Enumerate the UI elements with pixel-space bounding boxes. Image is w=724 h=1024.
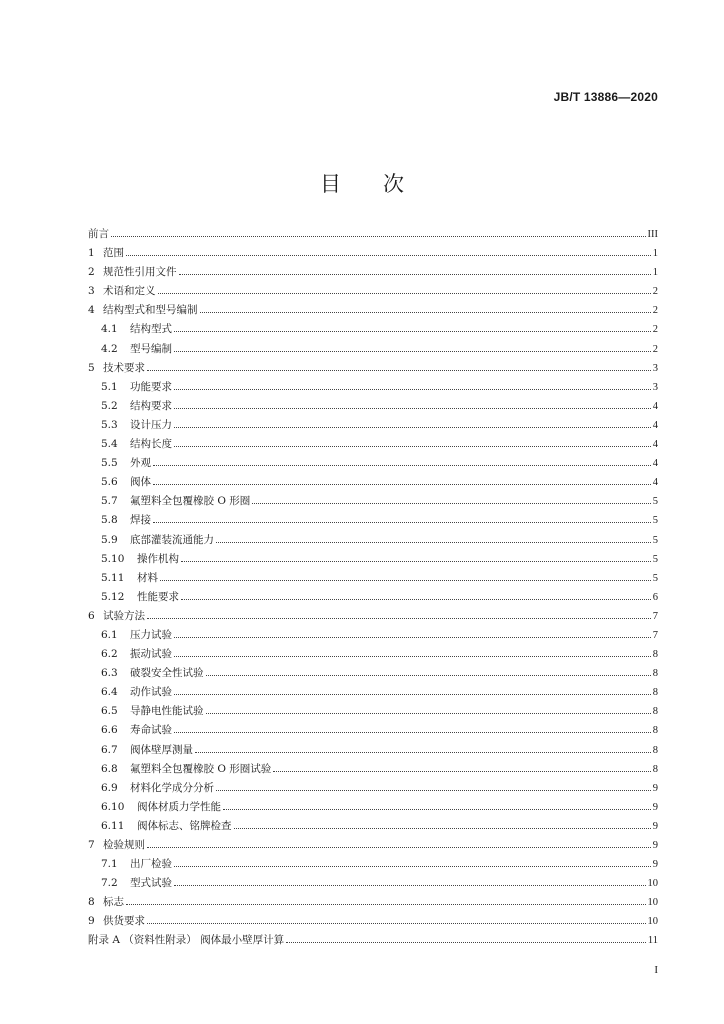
toc-dot-leader — [223, 809, 651, 810]
toc-entry-page: 2 — [652, 286, 658, 298]
toc-entry-number: 6.3 — [101, 667, 118, 680]
toc-entry-page: 10 — [647, 916, 658, 928]
toc-entry-label: 阀体材质力学性能 — [137, 800, 221, 813]
toc-entry-label: 出厂检验 — [130, 858, 172, 871]
toc-entry-label: 结构要求 — [130, 399, 172, 412]
toc-entry[interactable] — [88, 837, 658, 856]
toc-dot-leader — [181, 599, 651, 600]
toc-entry-label: 设计压力 — [130, 418, 172, 431]
toc-entry[interactable] — [88, 742, 658, 761]
toc-entry-number: 5.4 — [101, 438, 118, 451]
toc-entry-page: 9 — [652, 840, 658, 851]
toc-entry-number: 6.8 — [101, 762, 118, 775]
toc-entry-page: 5 — [652, 515, 658, 527]
toc-entry-page: 2 — [652, 343, 658, 355]
toc-entry[interactable] — [88, 398, 658, 417]
toc-entry-page: 2 — [652, 305, 658, 317]
toc-entry-page: 11 — [647, 935, 658, 947]
toc-dot-leader — [206, 713, 651, 714]
toc-dot-leader — [174, 427, 651, 428]
toc-entry-label: 附录 A （资料性附录） 阀体最小壁厚计算 — [88, 934, 285, 947]
toc-dot-leader — [174, 694, 651, 695]
toc-entry-label: 结构型式 — [130, 323, 172, 336]
toc-entry-number: 5.12 — [101, 590, 125, 603]
toc-dot-leader — [158, 293, 651, 294]
toc-entry-number: 8 — [88, 896, 95, 909]
toc-dot-leader — [273, 771, 650, 772]
toc-dot-leader — [252, 503, 650, 504]
toc-entry[interactable] — [88, 780, 658, 799]
toc-entry-label: 标志 — [103, 896, 124, 909]
toc-dot-leader — [174, 732, 651, 733]
toc-entry-page: 8 — [652, 706, 658, 718]
toc-entry[interactable] — [88, 665, 658, 684]
toc-entry-page: 1 — [652, 248, 658, 260]
toc-entry[interactable] — [88, 245, 658, 264]
toc-entry-label: 型式试验 — [130, 877, 172, 890]
toc-entry[interactable] — [88, 799, 658, 818]
toc-dot-leader — [286, 942, 646, 943]
toc-dot-leader — [174, 866, 651, 867]
toc-entry-page: 8 — [652, 649, 658, 661]
toc-entry[interactable] — [88, 302, 658, 321]
toc-entry-number: 3 — [88, 285, 95, 298]
toc-entry-number: 5.8 — [101, 514, 118, 527]
toc-entry-number: 7 — [88, 839, 95, 851]
toc-entry-page: 4 — [652, 439, 658, 451]
toc-entry-number: 6 — [88, 609, 95, 622]
toc-entry-page: 6 — [652, 591, 658, 603]
table-of-contents — [88, 226, 658, 952]
toc-entry-label: 试验方法 — [103, 609, 145, 622]
toc-dot-leader — [126, 255, 651, 256]
toc-entry[interactable] — [88, 283, 658, 302]
toc-dot-leader — [160, 580, 651, 581]
toc-entry-number: 5.1 — [101, 380, 118, 393]
toc-entry-number: 6.10 — [101, 800, 125, 813]
toc-dot-leader — [174, 885, 646, 886]
toc-entry-page: 5 — [652, 496, 658, 508]
toc-entry-label: 技术要求 — [103, 361, 145, 374]
toc-entry-label: 型号编制 — [130, 342, 172, 355]
toc-entry-label: 阀体 — [130, 476, 151, 489]
toc-entry-number: 5.6 — [101, 476, 118, 489]
toc-entry[interactable] — [88, 551, 658, 570]
toc-entry[interactable] — [88, 532, 658, 551]
toc-entry-number: 6.9 — [101, 781, 118, 794]
toc-entry[interactable] — [88, 360, 658, 379]
toc-entry-label: 底部灌装流通能力 — [130, 533, 214, 546]
toc-entry-page: 9 — [652, 820, 658, 832]
toc-entry-page: 4 — [652, 477, 658, 489]
toc-entry[interactable] — [88, 321, 658, 340]
toc-entry[interactable] — [88, 703, 658, 722]
toc-entry[interactable] — [88, 379, 658, 398]
toc-entry-number: 5.10 — [101, 552, 125, 565]
toc-entry[interactable] — [88, 856, 658, 875]
toc-entry-page: III — [647, 229, 658, 240]
toc-entry-page: 8 — [652, 725, 658, 737]
toc-entry[interactable] — [88, 722, 658, 741]
toc-entry-number: 5.11 — [101, 571, 125, 584]
toc-entry-page: 3 — [652, 381, 658, 393]
toc-dot-leader — [147, 618, 651, 619]
toc-dot-leader — [200, 312, 651, 313]
toc-entry-label: 动作试验 — [130, 686, 172, 699]
toc-entry-number: 6.11 — [101, 819, 125, 832]
toc-entry-page: 10 — [647, 897, 658, 909]
toc-dot-leader — [181, 561, 651, 562]
toc-entry[interactable] — [88, 894, 658, 913]
toc-entry-page: 8 — [652, 763, 658, 775]
toc-entry-label: 材料 — [137, 571, 158, 584]
toc-dot-leader — [216, 790, 651, 791]
toc-entry[interactable] — [88, 512, 658, 531]
toc-entry-page: 7 — [652, 610, 658, 622]
toc-entry-page: 5 — [652, 572, 658, 584]
toc-entry[interactable] — [88, 608, 658, 627]
toc-dot-leader — [147, 923, 646, 924]
toc-entry-page: 4 — [652, 400, 658, 412]
toc-entry[interactable] — [88, 761, 658, 780]
toc-dot-leader — [234, 828, 651, 829]
toc-entry-number: 6.1 — [101, 628, 118, 641]
toc-entry-label: 阀体壁厚测量 — [130, 743, 193, 756]
toc-entry[interactable] — [88, 627, 658, 646]
toc-entry-page: 8 — [652, 744, 658, 756]
toc-entry[interactable] — [88, 570, 658, 589]
toc-entry[interactable] — [88, 932, 658, 951]
toc-entry-number: 4.2 — [101, 342, 118, 355]
toc-dot-leader — [174, 446, 651, 447]
toc-entry-number: 5.7 — [101, 495, 118, 508]
toc-entry[interactable] — [88, 818, 658, 837]
toc-entry[interactable] — [88, 341, 658, 360]
toc-dot-leader — [174, 389, 651, 390]
toc-entry-number: 7.1 — [101, 858, 118, 871]
toc-entry-page: 10 — [647, 878, 658, 890]
toc-dot-leader — [126, 904, 646, 905]
toc-entry-label: 功能要求 — [130, 380, 172, 393]
toc-entry[interactable] — [88, 264, 658, 283]
toc-entry-label: 供货要求 — [103, 915, 145, 928]
toc-entry[interactable] — [88, 417, 658, 436]
toc-entry-label: 结构长度 — [130, 438, 172, 451]
toc-entry[interactable] — [88, 474, 658, 493]
toc-entry[interactable] — [88, 913, 658, 932]
toc-entry-label: 检验规则 — [103, 839, 145, 851]
toc-entry-page: 8 — [652, 687, 658, 699]
toc-entry-label: 术语和定义 — [103, 285, 156, 298]
toc-entry-page: 7 — [652, 629, 658, 641]
toc-entry-number: 4 — [88, 304, 95, 317]
toc-entry-page: 2 — [652, 324, 658, 336]
toc-entry-number: 7.2 — [101, 877, 118, 890]
toc-dot-leader — [179, 274, 651, 275]
toc-entry-label: 导静电性能试验 — [130, 705, 204, 718]
toc-dot-leader — [174, 408, 651, 409]
toc-dot-leader — [174, 656, 651, 657]
toc-entry-number: 5.9 — [101, 533, 118, 546]
toc-dot-leader — [111, 236, 646, 237]
toc-entry-label: 破裂安全性试验 — [130, 667, 204, 680]
toc-entry[interactable] — [88, 493, 658, 512]
toc-entry[interactable] — [88, 589, 658, 608]
toc-entry-label: 操作机构 — [137, 552, 179, 565]
toc-entry[interactable] — [88, 875, 658, 894]
toc-entry-label: 焊接 — [130, 514, 151, 527]
toc-entry-number: 1 — [88, 247, 95, 260]
toc-entry-page: 3 — [652, 362, 658, 374]
toc-entry[interactable] — [88, 226, 658, 245]
toc-dot-leader — [153, 522, 651, 523]
toc-entry-page: 8 — [652, 668, 658, 680]
toc-entry-number: 9 — [88, 915, 95, 928]
toc-dot-leader — [153, 484, 651, 485]
toc-entry-label: 结构型式和型号编制 — [103, 304, 198, 317]
toc-dot-leader — [195, 752, 651, 753]
toc-entry-page: 9 — [652, 859, 658, 871]
toc-entry-number: 2 — [88, 266, 95, 279]
toc-entry-number: 6.4 — [101, 686, 118, 699]
toc-dot-leader — [206, 675, 651, 676]
toc-entry-page: 9 — [652, 782, 658, 794]
toc-entry-label: 性能要求 — [137, 590, 179, 603]
page-folio: I — [654, 964, 658, 976]
toc-entry-number: 6.6 — [101, 724, 118, 737]
toc-entry-label: 材料化学成分分析 — [130, 781, 214, 794]
toc-dot-leader — [174, 637, 651, 638]
toc-entry-number: 5.2 — [101, 399, 118, 412]
toc-entry-label: 振动试验 — [130, 648, 172, 661]
toc-entry-number: 6.2 — [101, 648, 118, 661]
toc-entry-number: 6.7 — [101, 743, 118, 756]
toc-entry-number: 6.5 — [101, 705, 118, 718]
toc-entry-label: 氟塑料全包覆橡胶 O 形圈试验 — [130, 762, 272, 775]
toc-entry-page: 5 — [652, 553, 658, 565]
toc-entry-label: 寿命试验 — [130, 724, 172, 737]
toc-entry[interactable] — [88, 455, 658, 474]
toc-entry-number: 4.1 — [101, 323, 118, 336]
toc-entry-number: 5.3 — [101, 418, 118, 431]
page-title: 目 次 — [320, 172, 404, 196]
toc-dot-leader — [147, 370, 651, 371]
toc-entry-label: 范围 — [103, 247, 124, 260]
toc-entry-label: 外观 — [130, 457, 151, 470]
toc-entry-page: 9 — [652, 801, 658, 813]
toc-dot-leader — [153, 465, 651, 466]
toc-dot-leader — [174, 331, 651, 332]
toc-dot-leader — [147, 847, 651, 848]
toc-dot-leader — [174, 351, 651, 352]
toc-entry[interactable] — [88, 684, 658, 703]
toc-entry-page: 1 — [652, 267, 658, 279]
toc-entry-label: 压力试验 — [130, 628, 172, 641]
toc-entry-number: 5 — [88, 361, 95, 374]
toc-entry-page: 4 — [652, 419, 658, 431]
toc-entry-page: 4 — [652, 458, 658, 470]
toc-dot-leader — [216, 542, 651, 543]
toc-entry[interactable] — [88, 436, 658, 455]
toc-entry-label: 氟塑料全包覆橡胶 O 形圈 — [130, 495, 251, 508]
toc-entry-page: 5 — [652, 534, 658, 546]
toc-entry-label: 阀体标志、铭牌检查 — [137, 819, 232, 832]
toc-entry-label: 规范性引用文件 — [103, 266, 177, 279]
toc-entry[interactable] — [88, 646, 658, 665]
standard-code: JB/T 13886—2020 — [553, 90, 658, 104]
toc-entry-number: 5.5 — [101, 457, 118, 470]
toc-entry-label: 前言 — [88, 228, 109, 240]
